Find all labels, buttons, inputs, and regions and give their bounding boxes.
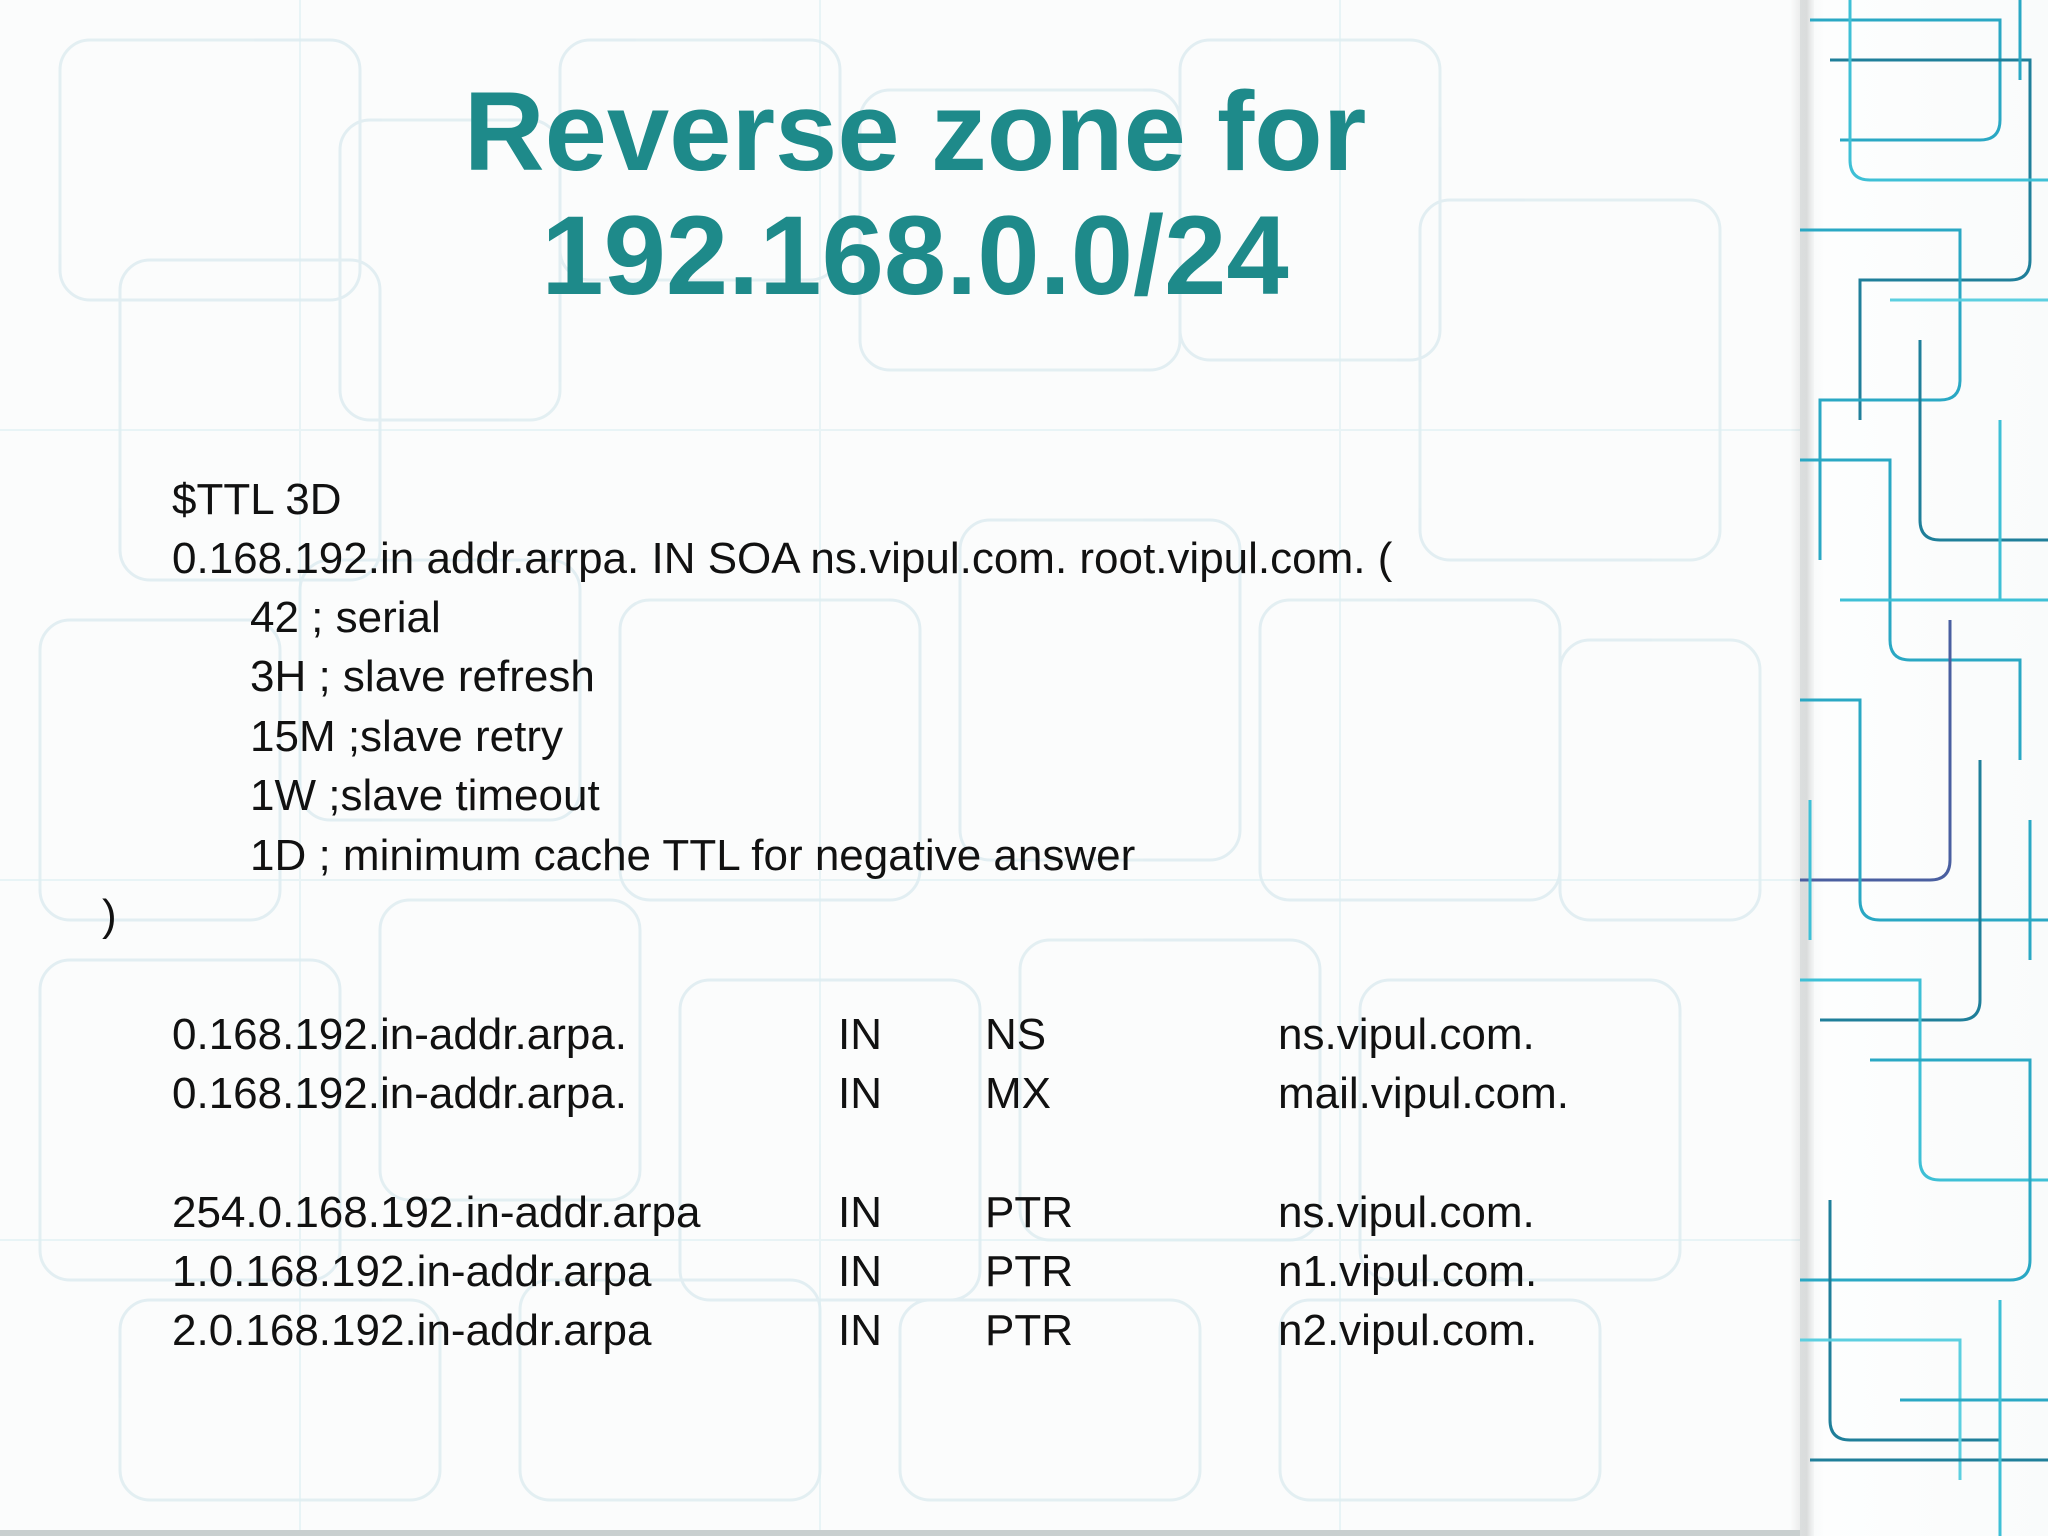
refresh-line: 3H ; slave refresh <box>250 652 595 701</box>
record-type: PTR <box>985 1247 1073 1296</box>
record-name: 2.0.168.192.in-addr.arpa <box>172 1306 652 1355</box>
title-line-1: Reverse zone for <box>463 69 1367 194</box>
record-name: 0.168.192.in-addr.arpa. <box>172 1010 628 1059</box>
record-value: ns.vipul.com. <box>1278 1188 1535 1237</box>
record-value: n1.vipul.com. <box>1278 1247 1538 1296</box>
record-class: IN <box>838 1306 882 1355</box>
record-type: MX <box>985 1069 1051 1118</box>
record-value: mail.vipul.com. <box>1278 1069 1569 1118</box>
slide-title <box>0 70 1830 318</box>
retry-line: 15M ;slave retry <box>250 712 563 761</box>
record-name: 0.168.192.in-addr.arpa. <box>172 1069 628 1118</box>
record-type: NS <box>985 1010 1047 1059</box>
record-value: n2.vipul.com. <box>1278 1306 1538 1355</box>
record-name: 254.0.168.192.in-addr.arpa <box>172 1188 701 1237</box>
decorative-line-pattern <box>1800 0 2048 1536</box>
record-class: IN <box>838 1247 882 1296</box>
close-paren-line: ) <box>102 891 117 940</box>
ttl-line: $TTL 3D <box>172 475 342 524</box>
record-type: PTR <box>985 1188 1073 1237</box>
record-class: IN <box>838 1010 882 1059</box>
record-class: IN <box>838 1069 882 1118</box>
timeout-line: 1W ;slave timeout <box>250 771 600 820</box>
record-value: ns.vipul.com. <box>1278 1010 1535 1059</box>
record-type: PTR <box>985 1306 1073 1355</box>
record-name: 1.0.168.192.in-addr.arpa <box>172 1247 652 1296</box>
soa-line: 0.168.192.in addr.arrpa. IN SOA ns.vipul.com. root.vipul.com. ( <box>172 534 1393 583</box>
slide-bottom-edge <box>0 1530 1800 1536</box>
record-class: IN <box>838 1188 882 1237</box>
serial-line: 42 ; serial <box>250 593 441 642</box>
minimum-line: 1D ; minimum cache TTL for negative answer <box>250 831 1136 880</box>
title-line-2: 192.168.0.0/24 <box>541 193 1289 318</box>
